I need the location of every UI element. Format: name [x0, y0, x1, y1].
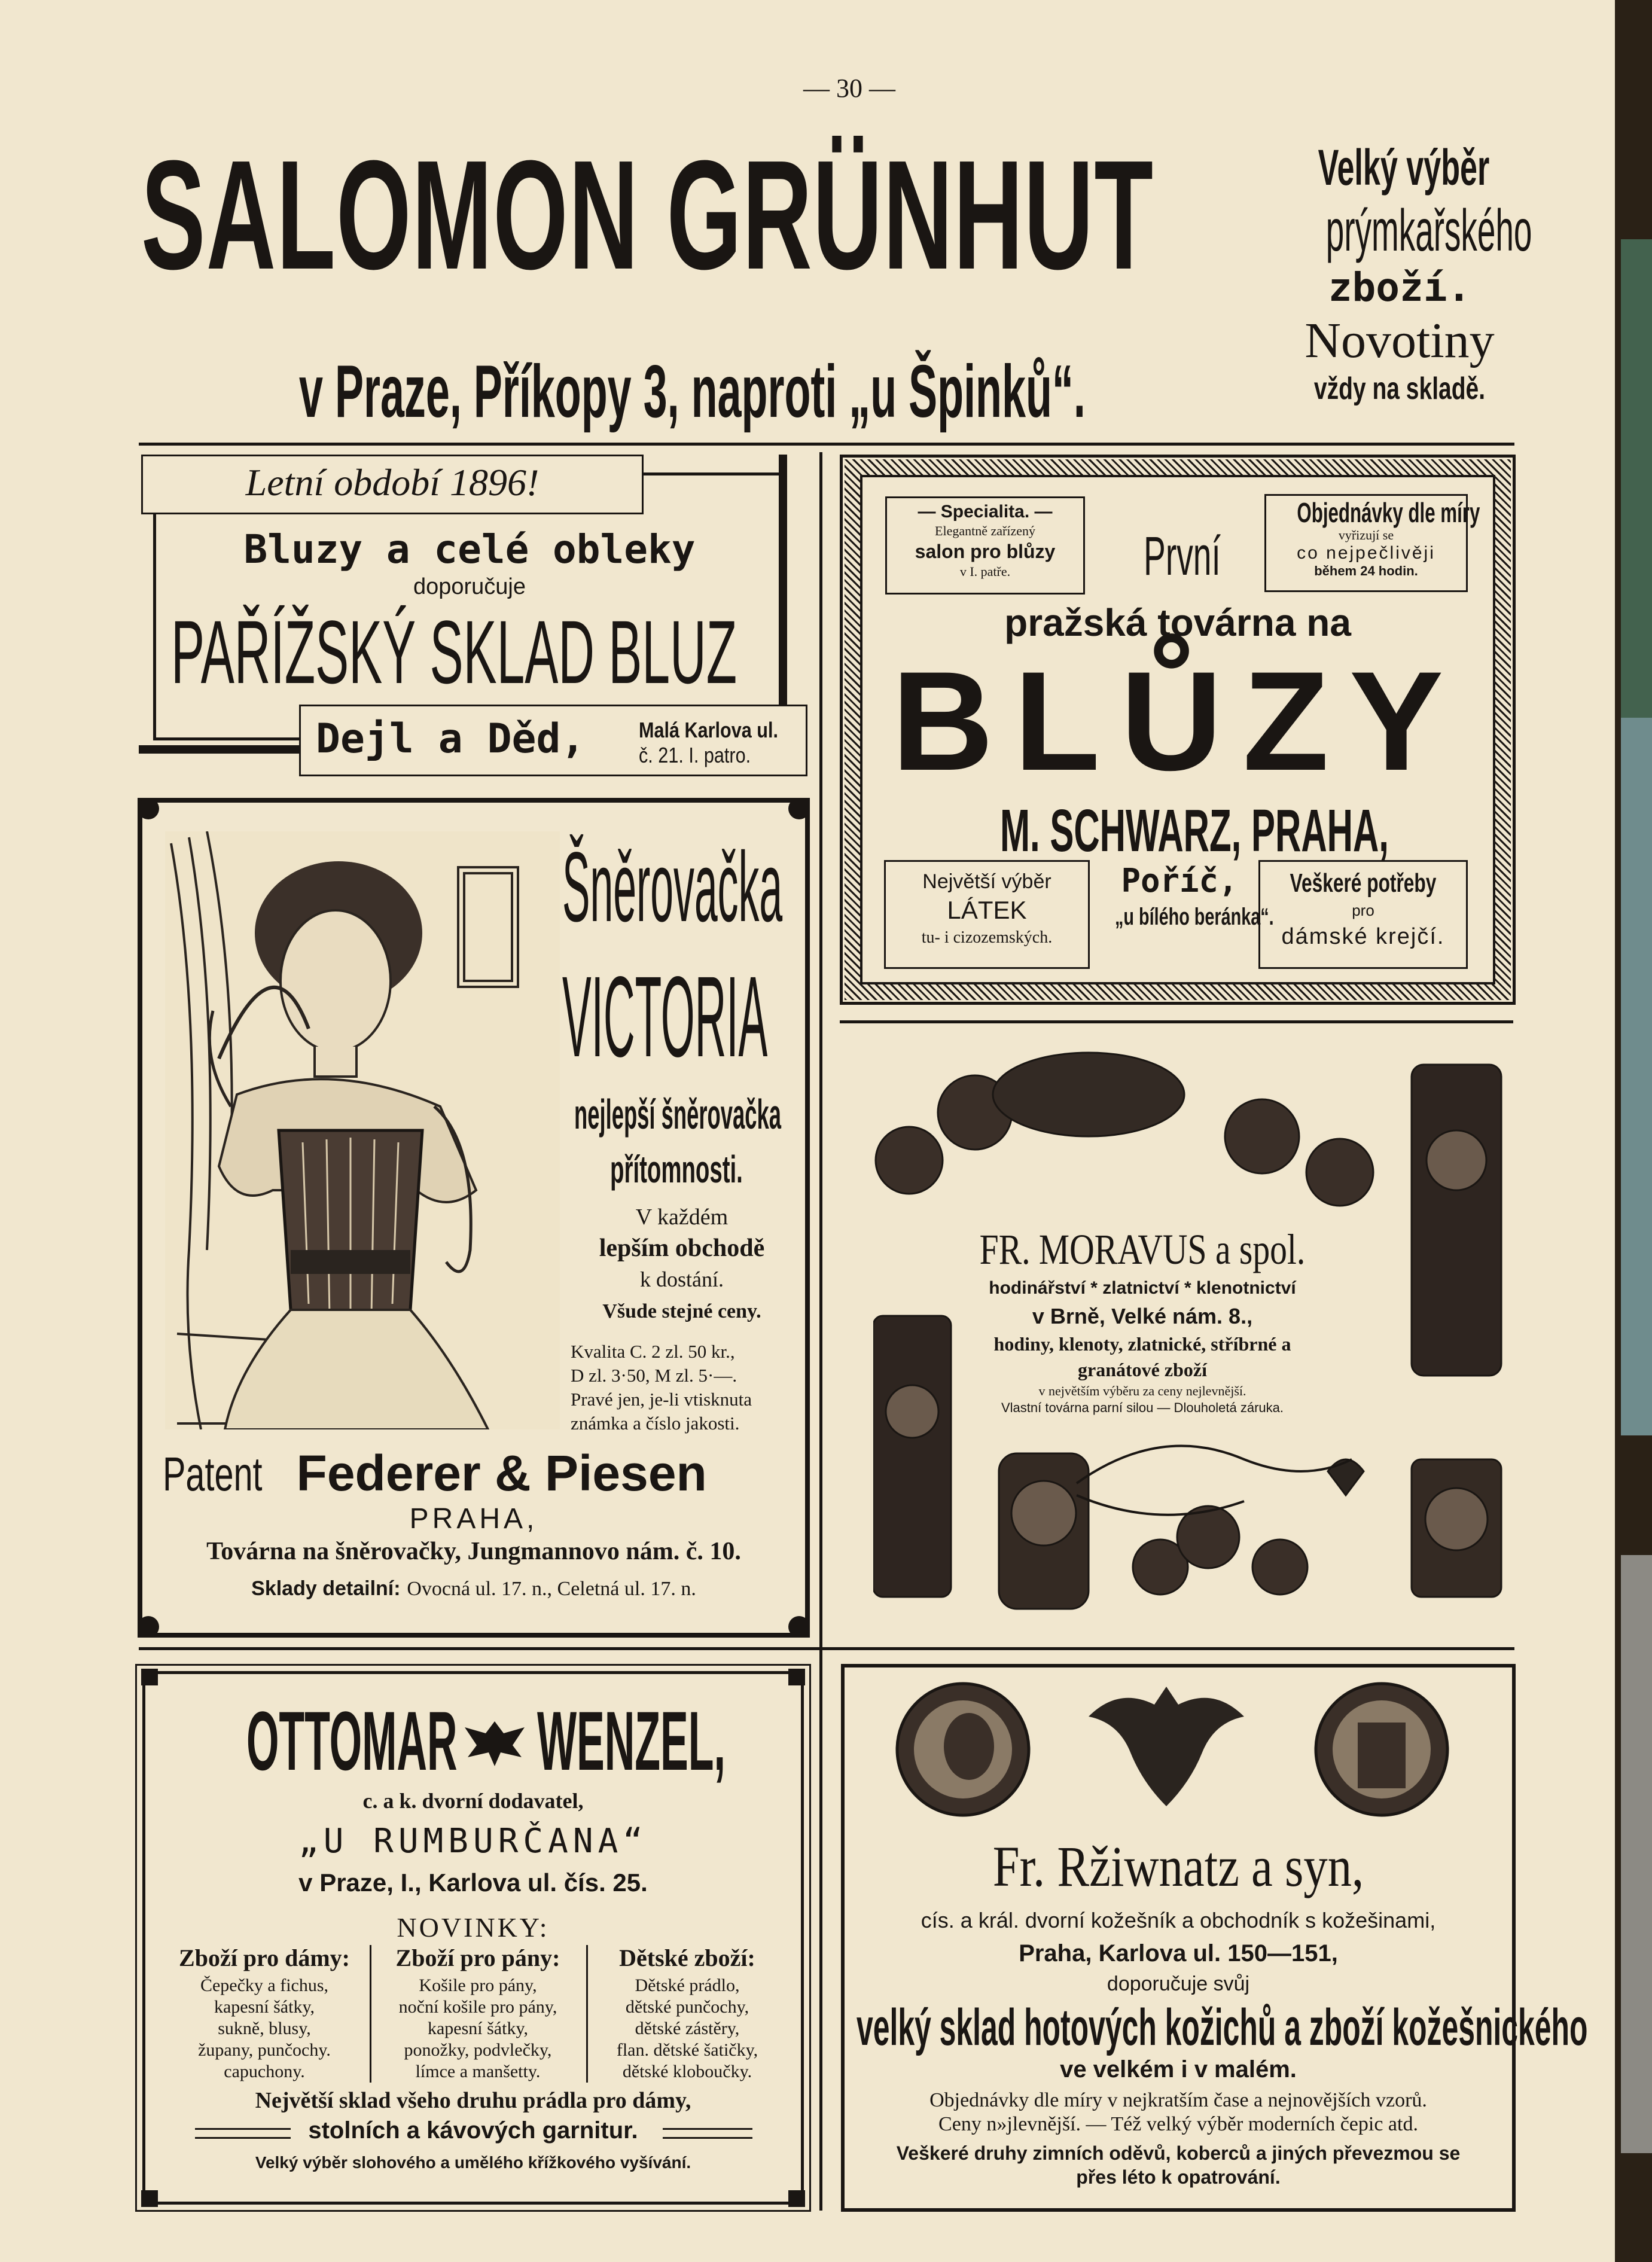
wenzel-item: Košile pro pány,	[419, 1976, 537, 1995]
grunhut-address: v Praze, Příkopy 3, naproti „u Špinků“.	[299, 350, 1086, 433]
rziwnatz-storage1: Veškeré druhy zimních oděvů, koberců a jiných převezmou se	[896, 2142, 1461, 2164]
schwarz-orders-line3: co nejpečlivěji	[1297, 543, 1435, 563]
schwarz-fabrics-line3: tu- i cizozemských.	[921, 928, 1053, 947]
corner-ornament-icon	[788, 1669, 805, 1685]
victoria-maker-line	[163, 1446, 707, 1501]
rziwnatz-orders2: Ceny n»jlevnější. — Též velký výběr moderních čepic atd.	[938, 2113, 1418, 2135]
page-number: — 30 —	[803, 74, 895, 103]
schwarz-specialty-line4: v I. patře.	[959, 564, 1011, 579]
wenzel-column-title: Dětské zboží:	[619, 1944, 755, 1971]
moravus-trades: hodinářství * zlatnictví * klenotnictví	[989, 1278, 1296, 1298]
schwarz-street: Poříč,	[1121, 862, 1238, 900]
grunhut-side-ad	[1268, 138, 1531, 408]
wenzel-item: Čepečky a fichus,	[200, 1976, 329, 1995]
corner-rivet-icon	[788, 1616, 810, 1638]
victoria-line4: Všude stejné ceny.	[602, 1300, 761, 1322]
schwarz-specialty	[885, 501, 1085, 580]
wenzel-item: kapesní šátky,	[427, 2019, 529, 2038]
victoria-prices	[571, 1340, 752, 1435]
moravus-goods1: hodiny, klenoty, zlatnické, stříbrné a	[993, 1333, 1291, 1355]
wenzel-column-gentlemen	[373, 1941, 583, 2083]
victoria-price1: Kvalita C. 2 zl. 50 kr.,	[571, 1341, 735, 1362]
rziwnatz-storage2: přes léto k opatrování.	[1076, 2166, 1281, 2188]
rziwnatz-store: velký sklad hotových kožichů a zboží kožešnického	[857, 1999, 1588, 2056]
moravus-note1: v největším výběru za ceny nejlevnější.	[1038, 1383, 1246, 1398]
victoria-stores-label: Sklady detailní:	[251, 1577, 401, 1600]
schwarz-factory: pražská továrna na	[1004, 601, 1351, 644]
victoria-maker: Federer & Piesen	[296, 1445, 707, 1501]
wenzel-columns	[163, 1941, 785, 2087]
section-rule	[139, 443, 1514, 446]
victoria-line3: k dostání.	[640, 1267, 724, 1291]
wenzel-column-title: Zboží pro dámy:	[179, 1944, 350, 1971]
victoria-patent: Patent	[163, 1447, 263, 1501]
wenzel-footer1: Největší sklad všeho druhu prádla pro dámy,	[255, 2088, 691, 2113]
wenzel-column-ladies	[163, 1941, 366, 2083]
corner-rivet-icon	[138, 798, 159, 819]
wenzel-address: v Praze, I., Karlova ul. čís. 25.	[298, 1868, 648, 1897]
wenzel-column-children	[590, 1941, 785, 2083]
ornamental-rule	[663, 2128, 752, 2139]
grunhut-side-line3: zboží.	[1328, 264, 1471, 310]
victoria-price2: D zl. 3·50, M zl. 5·—.	[571, 1365, 737, 1386]
rziwnatz-title: cís. a král. dvorní kožešník a obchodník s kožešinami,	[921, 1908, 1436, 1932]
schwarz-fabrics	[884, 868, 1090, 950]
wenzel-footer3: Velký výběr slohového a umělého křížkového vyšívání.	[255, 2153, 691, 2172]
victoria-price4: známka a číslo jakosti.	[571, 1413, 740, 1434]
ornamental-rule	[195, 2128, 291, 2139]
victoria-subtitle1: nejlepší šněrovačka	[574, 1091, 782, 1138]
schwarz-specialty-line1: — Specialita. —	[918, 502, 1053, 522]
rziwnatz-orders1: Objednávky dle míry v nejkratším čase a nejnovějších vzorů.	[929, 2089, 1427, 2111]
column-divider	[586, 1945, 588, 2083]
grunhut-side-line1: Velký výběr	[1318, 139, 1490, 196]
victoria-factory: Továrna na šněrovačky, Jungmannovo nám. č. 10.	[206, 1538, 741, 1565]
double-eagle-icon	[462, 1715, 528, 1769]
schwarz-orders-line1: Objednávky dle míry	[1297, 497, 1480, 528]
wenzel-house: „U RUMBURČANA“	[298, 1822, 648, 1861]
schwarz-specialty-line3: salon pro blůzy	[915, 541, 1056, 562]
wenzel-footer2: stolních a kávových garnitur.	[308, 2117, 638, 2144]
victoria-line2: lepším obchodě	[599, 1234, 765, 1262]
wenzel-purveyor: c. a k. dvorní dodavatel,	[362, 1789, 584, 1813]
rziwnatz-medals	[891, 1681, 1465, 1818]
victoria-stores-list: Ovocná ul. 17. n., Celetná ul. 17. n.	[407, 1578, 696, 1600]
column-rule	[819, 452, 822, 2211]
schwarz-tailor-line2: pro	[1352, 901, 1374, 919]
wenzel-item: ponožky, podvlečky,	[404, 2040, 552, 2060]
corner-rivet-icon	[788, 798, 810, 819]
moravus-text	[879, 1224, 1406, 1416]
bluzy-tag: Letní období 1896!	[245, 461, 540, 504]
wenzel-item: límce a manšetty.	[415, 2062, 541, 2081]
section-rule	[139, 1647, 1514, 1650]
schwarz-orders	[1264, 497, 1480, 579]
victoria-title2: VICTORIA	[562, 952, 768, 1081]
victoria-stores	[150, 1577, 798, 1601]
corner-ornament-icon	[141, 2190, 158, 2207]
victoria-availability	[562, 1202, 801, 1329]
moravus-goods2: granátové zboží	[1078, 1359, 1207, 1380]
schwarz-house: „u bílého beránka“.	[1115, 904, 1274, 930]
bluzy-headline: Bluzy a celé obleky	[243, 526, 696, 572]
schwarz-specialty-line2: Elegantně zařízený	[935, 523, 1035, 538]
victoria-title1: Šněrovačka	[562, 832, 783, 943]
schwarz-address	[1090, 860, 1274, 932]
bluzy-owners: Dejl a Děd,	[316, 715, 586, 763]
schwarz-tailor-line3: dámské krejčí.	[1281, 924, 1445, 949]
wenzel-item: sukně, blusy,	[218, 2019, 311, 2038]
wenzel-name-left: OTTOMAR	[246, 1694, 458, 1788]
wenzel-item: noční košile pro pány,	[398, 1997, 557, 2017]
corner-ornament-icon	[788, 2190, 805, 2207]
wenzel-item: flan. dětské šatičky,	[616, 2040, 758, 2060]
bluzy-store-name: PAŘÍŽSKÝ SKLAD BLUZ	[171, 602, 737, 702]
rziwnatz-recommends: doporučuje svůj	[1107, 1973, 1250, 1995]
moravus-top-rule	[840, 1020, 1513, 1023]
schwarz-orders-line2: vyřizují se	[1338, 528, 1394, 542]
rziwnatz-name: Fr. Ržiwnatz a syn,	[992, 1834, 1364, 1898]
grunhut-side-line5: vždy na skladě.	[1313, 371, 1486, 406]
victoria-city: PRAHA,	[409, 1503, 538, 1535]
bluzy-recommends: doporučuje	[413, 574, 526, 599]
wenzel-item: župany, punčochy.	[198, 2040, 331, 2060]
wenzel-item: dětské kloboučky.	[622, 2062, 752, 2081]
rziwnatz-address: Praha, Karlova ul. 150—151,	[1019, 1940, 1338, 1967]
schwarz-tailor-line1: Veškeré potřeby	[1290, 868, 1437, 898]
column-divider	[370, 1945, 371, 2083]
schwarz-orders-line4: během 24 hodin.	[1314, 563, 1418, 578]
schwarz-tailor	[1258, 867, 1468, 952]
victoria-subtitle2: přítomnosti.	[610, 1148, 743, 1191]
wenzel-item: kapesní šátky,	[214, 1997, 315, 2017]
moravus-name: FR. MORAVUS a spol.	[979, 1225, 1306, 1273]
corner-ornament-icon	[141, 1669, 158, 1685]
grunhut-side-line4: Novotiny	[1304, 313, 1495, 368]
scan-edge-strip	[1615, 0, 1652, 2262]
wenzel-novelties: NOVINKY:	[397, 1912, 550, 1943]
bluzy-address1: Malá Karlova ul.	[639, 718, 778, 742]
wenzel-column-title: Zboží pro pány:	[395, 1944, 560, 1971]
schwarz-product: BLŮZY	[891, 642, 1464, 800]
wenzel-name-right: WENZEL,	[537, 1694, 726, 1788]
schwarz-fabrics-line1: Největší výběr	[922, 870, 1051, 893]
rziwnatz-scale: ve velkém i v malém.	[1060, 2056, 1297, 2083]
wenzel-item: dětské zástěry,	[635, 2019, 740, 2038]
corset-lady-illustration	[165, 831, 560, 1429]
grunhut-name: SALOMON GRÜNHUT	[141, 129, 1154, 302]
wenzel-item: Dětské prádlo,	[635, 1976, 740, 1995]
corner-rivet-icon	[138, 1616, 159, 1638]
wenzel-item: dětské punčochy,	[625, 1997, 749, 2017]
victoria-line1: V každém	[635, 1205, 729, 1230]
schwarz-owner: M. SCHWARZ, PRAHA,	[1000, 797, 1389, 864]
schwarz-fabrics-line2: LÁTEK	[947, 896, 1027, 924]
schwarz-first: První	[1144, 526, 1221, 587]
moravus-address: v Brně, Velké nám. 8.,	[1032, 1304, 1253, 1328]
grunhut-side-line2: prýmkařského	[1325, 197, 1532, 263]
wenzel-item: capuchony.	[224, 2062, 305, 2081]
moravus-note2: Vlastní továrna parní silou — Dlouholetá záruka.	[1001, 1400, 1284, 1415]
victoria-price3: Pravé jen, je-li vtisknuta	[571, 1389, 752, 1410]
bluzy-address2: č. 21. I. patro.	[639, 743, 751, 767]
